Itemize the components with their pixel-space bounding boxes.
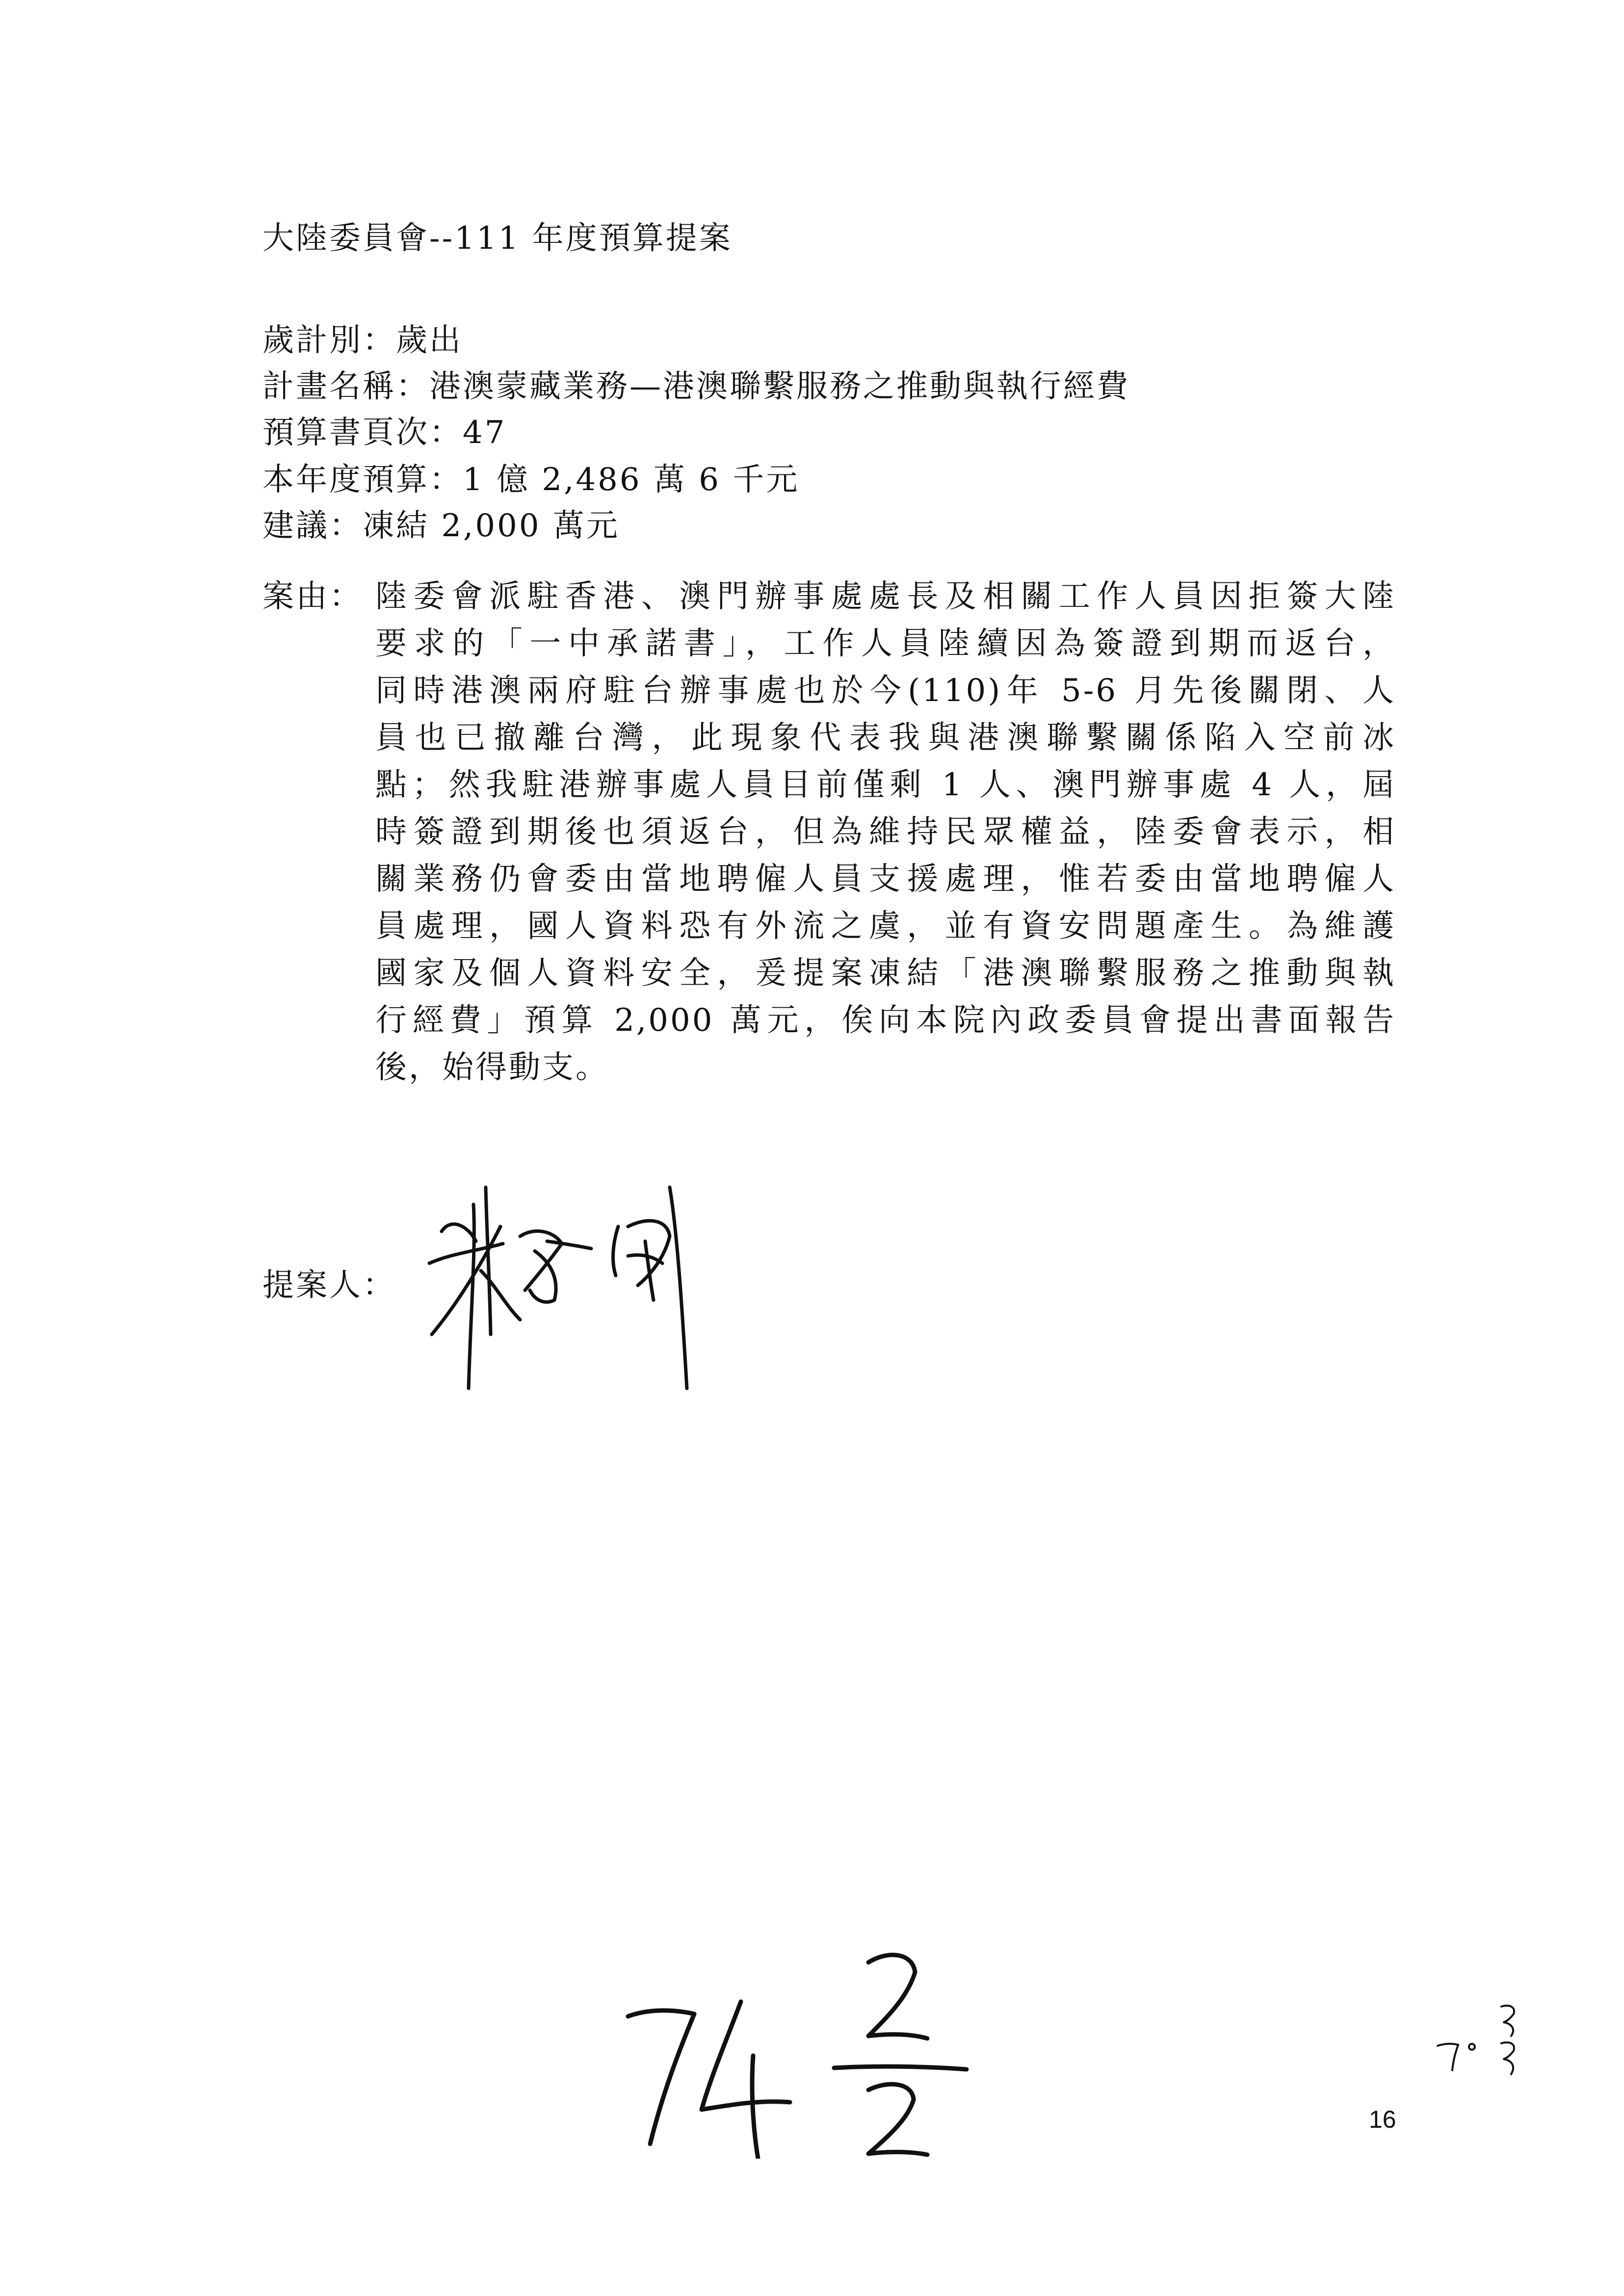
reason-line: 後，始得動支。	[375, 1049, 609, 1086]
reason-line: 關業務仍會委由當地聘僱人員支援處理，惟若委由當地聘僱人	[375, 861, 1396, 897]
reason-line: 員處理，國人資料恐有外流之虞，並有資安問題產生。為維護	[375, 908, 1396, 944]
proposer-label: 提案人：	[262, 1267, 396, 1304]
annual-budget-field: 本年度預算：1 億 2,486 萬 6 千元	[262, 462, 800, 498]
reason-line: 國家及個人資料安全，爰提案凍結「港澳聯繫服務之推動與執	[375, 955, 1396, 991]
recommendation-field: 建議：凍結 2,000 萬元	[262, 508, 620, 544]
reason-line: 時簽證到期後也須返台，但為維持民眾權益，陸委會表示，相	[375, 814, 1396, 850]
reason-line: 同時港澳兩府駐台辦事處也於今(110)年 5-6 月先後關閉、人	[375, 673, 1396, 709]
budget-page-field: 預算書頁次：47	[262, 415, 507, 451]
handwritten-signature	[422, 1158, 726, 1413]
reason-body	[375, 573, 1396, 1091]
reason-line: 陸委會派駐香港、澳門辦事處處長及相關工作人員因拒簽大陸	[375, 578, 1396, 615]
handwritten-page-mark	[613, 1943, 986, 2159]
page-number: 16	[1369, 2106, 1396, 2133]
reason-label: 案由：	[262, 578, 363, 615]
document-title: 大陸委員會--111 年度預算提案	[262, 220, 733, 257]
reason-line: 行經費」預算 2,000 萬元，俟向本院內政委員會提出書面報告	[375, 1002, 1396, 1039]
handwritten-mark	[1433, 1992, 1541, 2085]
reason-line: 點；然我駐港辦事處人員目前僅剩 1 人、澳門辦事處 4 人，屆	[375, 767, 1396, 803]
account-type-field: 歲計別：歲出	[262, 322, 463, 359]
reason-line: 員也已撤離台灣，此現象代表我與港澳聯繫關係陷入空前冰	[375, 720, 1396, 756]
plan-name-field: 計畫名稱：港澳蒙藏業務—港澳聯繫服務之推動與執行經費	[262, 368, 1130, 405]
reason-line: 要求的「一中承諾書」，工作人員陸續因為簽證到期而返台，	[375, 626, 1396, 662]
